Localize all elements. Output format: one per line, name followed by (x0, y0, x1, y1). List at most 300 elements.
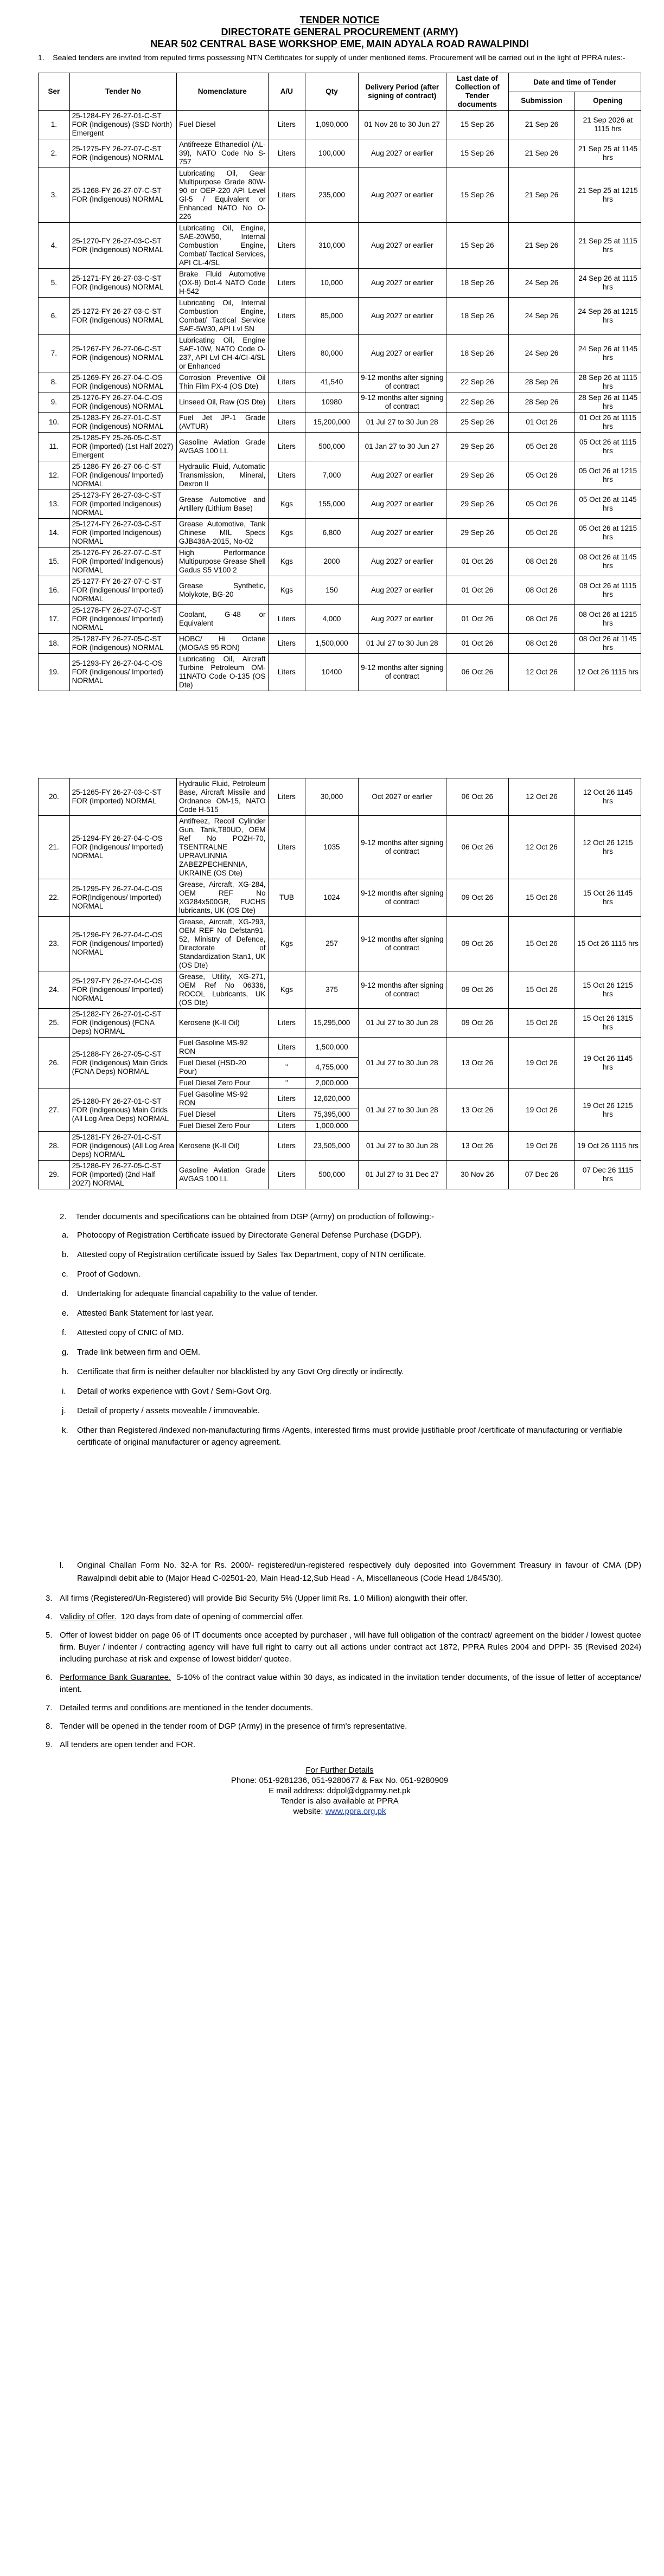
note-marker: 9. (46, 1740, 53, 1749)
table-row (39, 413, 641, 433)
delivery-cell: 9-12 months after signing of contract (358, 917, 446, 971)
tender-no-cell: 25-1293-FY 26-27-04-C-OS FOR (Indigenous/ Imported) NORMAL (69, 654, 176, 691)
ser-cell: 27. (39, 1089, 70, 1132)
submission-cell: 24 Sep 26 (509, 298, 575, 335)
note-marker: 3. (46, 1594, 53, 1603)
table-row (39, 1161, 641, 1189)
au-cell: Kgs (268, 490, 305, 519)
au-cell: Kgs (268, 576, 305, 605)
opening-cell: 28 Sep 26 at 1115 hrs (574, 372, 641, 392)
tender-no-cell: 25-1270-FY 26-27-03-C-ST FOR (Indigenous) NORMAL (69, 223, 176, 269)
qty-cell: 150 (305, 576, 359, 605)
au-cell: " (268, 1058, 305, 1078)
submission-cell: 21 Sep 26 (509, 111, 575, 139)
opening-cell: 21 Sep 25 at 1145 hrs (574, 139, 641, 168)
last-date-cell: 09 Oct 26 (446, 1009, 508, 1038)
last-date-cell: 06 Oct 26 (446, 654, 508, 691)
ser-cell: 10. (39, 413, 70, 433)
note-text: Detailed terms and conditions are mentioned in the tender documents. (60, 1703, 313, 1712)
table-row (39, 168, 641, 223)
list-text: Certificate that firm is neither defaulter nor blacklisted by any Govt Org directly or indirectly. (77, 1367, 404, 1376)
last-date-cell: 29 Sep 26 (446, 519, 508, 548)
qty-cell: 310,000 (305, 223, 359, 269)
list-text: Undertaking for adequate financial capability to the value of tender. (77, 1289, 318, 1298)
opening-cell: 07 Dec 26 1115 hrs (574, 1161, 641, 1189)
au-cell: Liters (268, 139, 305, 168)
table-row (39, 548, 641, 576)
tender-no-cell: 25-1274-FY 26-27-03-C-ST FOR (Imported Indigenous) NORMAL (69, 519, 176, 548)
last-date-cell: 09 Oct 26 (446, 917, 508, 971)
ser-cell: 19. (39, 654, 70, 691)
tender-no-cell: 25-1276-FY 26-27-04-C-OS FOR (Indigenous) NORMAL (69, 392, 176, 413)
list-item (62, 1366, 641, 1378)
qty-cell: 85,000 (305, 298, 359, 335)
qty-cell: 41,540 (305, 372, 359, 392)
opening-cell: 08 Oct 26 at 1145 hrs (574, 548, 641, 576)
list-item (62, 1347, 641, 1358)
qty-cell: 4,755,000 (305, 1058, 359, 1078)
note-text: Offer of lowest bidder on page 06 of IT documents once accepted by purchaser , will have full obligation of the contract/ agreement on the bidder / lowest quotee firm. Buyer / indenter / contracting agency will have full right to carry out all actions under contract act 1872, PPRA Rules 2004 and DPPI- 35 (Revised 2024) including purchase at risk and expense of lowest bidder/ quotee. (60, 1631, 641, 1664)
table-row (39, 223, 641, 269)
last-date-cell: 13 Oct 26 (446, 1038, 508, 1089)
list-text: Attested copy of Registration certificate issued by Sales Tax Department, copy of NTN certificate. (77, 1250, 426, 1259)
tender-no-cell: 25-1275-FY 26-27-07-C-ST FOR (Indigenous) NORMAL (69, 139, 176, 168)
opening-cell: 24 Sep 26 at 1115 hrs (574, 269, 641, 298)
tender-no-cell: 25-1282-FY 26-27-01-C-ST FOR (Indigenous) (FCNA Deps) NORMAL (69, 1009, 176, 1038)
ser-cell: 20. (39, 778, 70, 816)
ser-cell: 26. (39, 1038, 70, 1089)
list-marker: c. (62, 1270, 68, 1279)
tender-no-cell: 25-1273-FY 26-27-03-C-ST FOR (Imported Indigenous) NORMAL (69, 490, 176, 519)
last-date-cell: 06 Oct 26 (446, 816, 508, 879)
table-row (39, 576, 641, 605)
list-text: Photocopy of Registration Certificate issued by Directorate General Defense Purchase (DGDP). (77, 1231, 422, 1240)
note-text: 5-10% of the contract value within 30 days, as indicated in the invitation tender documents, of the issue of letter of acceptance/ intent. (60, 1673, 641, 1694)
submission-cell: 15 Oct 26 (509, 971, 575, 1009)
col-tender-no: Tender No (69, 73, 176, 111)
last-date-cell: 01 Oct 26 (446, 576, 508, 605)
au-cell: Liters (268, 372, 305, 392)
tender-table-part1 (38, 73, 641, 691)
address-line: NEAR 502 CENTRAL BASE WORKSHOP EME, MAIN ADYALA ROAD RAWALPINDI (150, 38, 529, 49)
opening-cell: 08 Oct 26 at 1115 hrs (574, 576, 641, 605)
list-item (62, 1249, 641, 1261)
tender-no-cell: 25-1285-FY 25-26-05-C-ST FOR (Imported) (1st Half 2027) Emergent (69, 433, 176, 461)
last-date-cell: 15 Sep 26 (446, 168, 508, 223)
col-ser: Ser (39, 73, 70, 111)
nomenclature-cell: HOBC/ Hi Octane (MOGAS 95 RON) (177, 634, 269, 654)
delivery-cell: 01 Jul 27 to 30 Jun 28 (358, 1132, 446, 1161)
table-row (39, 634, 641, 654)
ser-cell: 28. (39, 1132, 70, 1161)
tender-no-cell: 25-1283-FY 26-27-01-C-ST FOR (Indigenous) NORMAL (69, 413, 176, 433)
last-date-cell: 06 Oct 26 (446, 778, 508, 816)
table-row (39, 778, 641, 816)
opening-cell: 24 Sep 26 at 1215 hrs (574, 298, 641, 335)
note-text: Tender will be opened in the tender room of DGP (Army) in the presence of firm's representative. (60, 1722, 407, 1731)
tender-no-cell: 25-1272-FY 26-27-03-C-ST FOR (Indigenous) NORMAL (69, 298, 176, 335)
qty-cell: 1,500,000 (305, 634, 359, 654)
list-marker: d. (62, 1289, 69, 1298)
nomenclature-cell: Kerosene (K-II Oil) (177, 1009, 269, 1038)
ser-cell: 6. (39, 298, 70, 335)
ser-cell: 7. (39, 335, 70, 372)
au-cell: Liters (268, 223, 305, 269)
delivery-cell: 01 Jul 27 to 30 Jun 28 (358, 413, 446, 433)
au-cell: Liters (268, 335, 305, 372)
ser-cell: 2. (39, 139, 70, 168)
intro-paragraph: 1. Sealed tenders are invited from reputed firms possessing NTN Certificates for supply of under mentioned items. Procurement will be carried out in the light of PPRA rules:- (38, 53, 625, 62)
opening-cell: 12 Oct 26 1215 hrs (574, 816, 641, 879)
submission-cell: 21 Sep 26 (509, 223, 575, 269)
nomenclature-cell: Brake Fluid Automotive (OX-8) Dot-4 NATO Code H-542 (177, 269, 269, 298)
list-marker: g. (62, 1348, 69, 1357)
au-cell: Liters (268, 1120, 305, 1132)
qty-cell: 1035 (305, 816, 359, 879)
submission-cell: 12 Oct 26 (509, 816, 575, 879)
au-cell: Liters (268, 168, 305, 223)
footer-title: For Further Details (305, 1766, 374, 1775)
tender-table-part2 (38, 778, 641, 1189)
submission-cell: 15 Oct 26 (509, 917, 575, 971)
opening-cell: 01 Oct 26 at 1115 hrs (574, 413, 641, 433)
submission-cell: 28 Sep 26 (509, 372, 575, 392)
col-au: A/U (268, 73, 305, 111)
delivery-cell: 01 Nov 26 to 30 Jun 27 (358, 111, 446, 139)
delivery-cell: 9-12 months after signing of contract (358, 392, 446, 413)
opening-cell: 19 Oct 26 1145 hrs (574, 1038, 641, 1089)
delivery-cell: 9-12 months after signing of contract (358, 372, 446, 392)
document-requirements-list (38, 1229, 641, 1448)
qty-cell: 4,000 (305, 605, 359, 634)
last-date-cell: 09 Oct 26 (446, 971, 508, 1009)
delivery-cell: 9-12 months after signing of contract (358, 654, 446, 691)
table-row (39, 111, 641, 139)
note-item (38, 1630, 641, 1665)
au-cell: Liters (268, 461, 305, 490)
delivery-cell: Aug 2027 or earlier (358, 548, 446, 576)
list-item (62, 1405, 641, 1417)
qty-cell: 30,000 (305, 778, 359, 816)
tender-notice-page (38, 14, 641, 1817)
header-row (39, 73, 641, 92)
list-text: Attested Bank Statement for last year. (77, 1309, 214, 1318)
note-item (38, 1593, 641, 1605)
list-text: Trade link between firm and OEM. (77, 1348, 201, 1357)
opening-cell: 28 Sep 26 at 1145 hrs (574, 392, 641, 413)
website-link[interactable]: www.ppra.org.pk (325, 1807, 386, 1816)
list-marker: h. (62, 1367, 69, 1376)
au-cell: Liters (268, 298, 305, 335)
table-row (39, 605, 641, 634)
tender-no-cell: 25-1295-FY 26-27-04-C-OS FOR(Indigenous/ Imported) NORMAL (69, 879, 176, 917)
website-label: website: (293, 1807, 325, 1816)
qty-cell: 12,620,000 (305, 1089, 359, 1109)
list-item (62, 1268, 641, 1280)
ser-cell: 9. (39, 392, 70, 413)
tender-no-cell: 25-1280-FY 26-27-01-C-ST FOR (Indigenous) Main Grids (All Log Area Deps) NORMAL (69, 1089, 176, 1132)
ser-cell: 24. (39, 971, 70, 1009)
delivery-cell: 01 Jul 27 to 30 Jun 28 (358, 634, 446, 654)
nomenclature-cell: Lubricating Oil, Internal Combustion Engine, Combat/ Tactical Service SAE-5W30, API Lvl SN (177, 298, 269, 335)
submission-cell: 19 Oct 26 (509, 1038, 575, 1089)
submission-cell: 05 Oct 26 (509, 490, 575, 519)
list-marker: a. (62, 1231, 69, 1240)
qty-cell: 155,000 (305, 490, 359, 519)
delivery-cell: Aug 2027 or earlier (358, 223, 446, 269)
tender-no-cell: 25-1287-FY 26-27-05-C-ST FOR (Indigenous) NORMAL (69, 634, 176, 654)
au-cell: Liters (268, 1109, 305, 1120)
table-row (39, 917, 641, 971)
au-cell: " (268, 1078, 305, 1089)
submission-cell: 28 Sep 26 (509, 392, 575, 413)
last-date-cell: 09 Oct 26 (446, 879, 508, 917)
table-row (39, 654, 641, 691)
au-cell: Kgs (268, 548, 305, 576)
list-text: Attested copy of CNIC of MD. (77, 1328, 184, 1337)
note-marker: 7. (46, 1703, 53, 1712)
nomenclature-cell: Lubricating Oil, Gear Multipurpose Grade 80W-90 or OEP-220 API Level Gl-5 / Equivalent or Enhanced NATO No O-226 (177, 168, 269, 223)
au-cell: TUB (268, 879, 305, 917)
item-l-marker: l. (60, 1561, 64, 1570)
ser-cell: 18. (39, 634, 70, 654)
delivery-cell: Aug 2027 or earlier (358, 490, 446, 519)
opening-cell: 08 Oct 26 at 1145 hrs (574, 634, 641, 654)
qty-cell: 100,000 (305, 139, 359, 168)
qty-cell: 257 (305, 917, 359, 971)
table-row (39, 879, 641, 917)
delivery-cell: Aug 2027 or earlier (358, 605, 446, 634)
delivery-cell: Aug 2027 or earlier (358, 519, 446, 548)
notice-header (38, 14, 641, 50)
last-date-cell: 29 Sep 26 (446, 461, 508, 490)
last-date-cell: 01 Oct 26 (446, 548, 508, 576)
qty-cell: 80,000 (305, 335, 359, 372)
au-cell: Liters (268, 111, 305, 139)
nomenclature-cell: Antifreez, Recoil Cylinder Gun, Tank,T80UD, OEM Ref No POZH-70, TSENTRALNE UPRAVLINNIA ZABEZPECHENNIA, UKRAINE (OS Dte) (177, 816, 269, 879)
tender-no-cell: 25-1276-FY 26-27-07-C-ST FOR (Imported/ Indigenous) NORMAL (69, 548, 176, 576)
qty-cell: 15,200,000 (305, 413, 359, 433)
submission-cell: 15 Oct 26 (509, 879, 575, 917)
note-item (38, 1702, 641, 1714)
opening-cell: 12 Oct 26 1115 hrs (574, 654, 641, 691)
table-row (39, 971, 641, 1009)
tender-no-cell: 25-1278-FY 26-27-07-C-ST FOR (Indigenous/ Imported) NORMAL (69, 605, 176, 634)
ser-cell: 16. (39, 576, 70, 605)
delivery-cell: Aug 2027 or earlier (358, 335, 446, 372)
opening-cell: 08 Oct 26 at 1215 hrs (574, 605, 641, 634)
au-cell: Liters (268, 433, 305, 461)
au-cell: Liters (268, 654, 305, 691)
qty-cell: 500,000 (305, 1161, 359, 1189)
page-break-space (38, 691, 641, 778)
last-date-cell: 22 Sep 26 (446, 372, 508, 392)
tender-no-cell: 25-1269-FY 26-27-04-C-OS FOR (Indigenous) NORMAL (69, 372, 176, 392)
nomenclature-cell: Fuel Diesel (177, 1109, 269, 1120)
tender-no-cell: 25-1267-FY 26-27-06-C-ST FOR (Indigenous) NORMAL (69, 335, 176, 372)
nomenclature-cell: Grease, Aircraft, XG-284, OEM REF No XG284x500GR, FUCHS lubricants, UK (OS Dte) (177, 879, 269, 917)
footer-website-line (38, 1806, 641, 1817)
list-text: Detail of works experience with Govt / Semi-Govt Org. (77, 1387, 272, 1396)
ser-cell: 17. (39, 605, 70, 634)
list-item (62, 1386, 641, 1398)
opening-cell: 19 Oct 26 1215 hrs (574, 1089, 641, 1132)
table-row (39, 519, 641, 548)
last-date-cell: 13 Oct 26 (446, 1089, 508, 1132)
last-date-cell: 29 Sep 26 (446, 490, 508, 519)
list-item (62, 1229, 641, 1241)
note-item (38, 1721, 641, 1733)
note-lead: Validity of Offer. (60, 1612, 117, 1621)
tender-no-cell: 25-1277-FY 26-27-07-C-ST FOR (Indigenous/ Imported) NORMAL (69, 576, 176, 605)
nomenclature-cell: Grease, Utility, XG-271, OEM Ref No 06336, ROCOL Lubricants, UK (OS Dte) (177, 971, 269, 1009)
delivery-cell: Aug 2027 or earlier (358, 461, 446, 490)
nomenclature-cell: High Performance Multipurpose Grease Shell Gadus S5 V100 2 (177, 548, 269, 576)
page-break-space-2 (38, 1456, 641, 1559)
nomenclature-cell: Gasoline Aviation Grade AVGAS 100 LL (177, 433, 269, 461)
ser-cell: 22. (39, 879, 70, 917)
tender-no-cell: 25-1286-FY 26-27-06-C-ST FOR (Indigenous/ Imported) NORMAL (69, 461, 176, 490)
table-row (39, 372, 641, 392)
ser-cell: 25. (39, 1009, 70, 1038)
qty-cell: 235,000 (305, 168, 359, 223)
submission-cell: 01 Oct 26 (509, 413, 575, 433)
note-item (38, 1739, 641, 1751)
qty-cell: 23,505,000 (305, 1132, 359, 1161)
table-row (39, 1132, 641, 1161)
note-item (38, 1611, 641, 1623)
opening-cell: 24 Sep 26 at 1145 hrs (574, 335, 641, 372)
footer-ppra: Tender is also available at PPRA (280, 1796, 399, 1806)
delivery-cell: 01 Jan 27 to 30 Jun 27 (358, 433, 446, 461)
tender-no-cell: 25-1265-FY 26-27-03-C-ST FOR (Imported) NORMAL (69, 778, 176, 816)
delivery-cell: 9-12 months after signing of contract (358, 971, 446, 1009)
note-text: 120 days from date of opening of commercial offer. (116, 1612, 304, 1621)
table-row (39, 1038, 641, 1058)
qty-cell: 1024 (305, 879, 359, 917)
delivery-cell: 01 Jul 27 to 31 Dec 27 (358, 1161, 446, 1189)
submission-cell: 05 Oct 26 (509, 461, 575, 490)
opening-cell: 15 Oct 26 1145 hrs (574, 879, 641, 917)
table-row (39, 1089, 641, 1109)
au-cell: Liters (268, 1038, 305, 1058)
ser-cell: 11. (39, 433, 70, 461)
nomenclature-cell: Lubricating Oil, Engine, SAE-20W50, Internal Combustion Engine, Combat/ Tactical Services, API CL-4/SL (177, 223, 269, 269)
nomenclature-cell: Fuel Diesel Zero Pour (177, 1078, 269, 1089)
delivery-cell: Oct 2027 or earlier (358, 778, 446, 816)
delivery-cell: 01 Jul 27 to 30 Jun 28 (358, 1089, 446, 1132)
opening-cell: 15 Oct 26 1315 hrs (574, 1009, 641, 1038)
qty-cell: 10400 (305, 654, 359, 691)
qty-cell: 10,000 (305, 269, 359, 298)
delivery-cell: 01 Jul 27 to 30 Jun 28 (358, 1009, 446, 1038)
last-date-cell: 13 Oct 26 (446, 1132, 508, 1161)
delivery-cell: 9-12 months after signing of contract (358, 879, 446, 917)
qty-cell: 75,395,000 (305, 1109, 359, 1120)
submission-cell: 08 Oct 26 (509, 576, 575, 605)
au-cell: Liters (268, 413, 305, 433)
au-cell: Liters (268, 392, 305, 413)
ser-cell: 21. (39, 816, 70, 879)
qty-cell: 7,000 (305, 461, 359, 490)
para-2-intro: 2. Tender documents and specifications can be obtained from DGP (Army) on production of following:- (60, 1212, 435, 1221)
au-cell: Liters (268, 1009, 305, 1038)
qty-cell: 2,000,000 (305, 1078, 359, 1089)
nomenclature-cell: Fuel Gasoline MS-92 RON (177, 1038, 269, 1058)
footer-contact (38, 1765, 641, 1817)
au-cell: Liters (268, 1161, 305, 1189)
table-row (39, 1009, 641, 1038)
last-date-cell: 29 Sep 26 (446, 433, 508, 461)
delivery-cell: Aug 2027 or earlier (358, 139, 446, 168)
opening-cell: 05 Oct 26 at 1215 hrs (574, 461, 641, 490)
tender-no-cell: 25-1286-FY 26-27-05-C-ST FOR (Imported) (2nd Half 2027) NORMAL (69, 1161, 176, 1189)
delivery-cell: 01 Jul 27 to 30 Jun 28 (358, 1038, 446, 1089)
nomenclature-cell: Hydraulic Fluid, Petroleum Base, Aircraft Missile and Ordnance OM-15, NATO Code H-515 (177, 778, 269, 816)
note-item (38, 1672, 641, 1696)
nomenclature-cell: Lubricating Oil, Aircraft Turbine Petroleum OM-11NATO Code O-135 (OS Dte) (177, 654, 269, 691)
table-row (39, 335, 641, 372)
item-l-text: Original Challan Form No. 32-A for Rs. 2000/- registered/un-registered respectively duly deposited into Government Treasury in favour of CMA (DP) Rawalpindi debit able to (Major Head C-02501-20, Main Head-12,Sub Head - A, Miscellaneous (Code Head 1/845/30). (77, 1561, 641, 1583)
opening-cell: 19 Oct 26 1115 hrs (574, 1132, 641, 1161)
list-marker: b. (62, 1250, 69, 1259)
qty-cell: 1,000,000 (305, 1120, 359, 1132)
list-item (62, 1288, 641, 1300)
list-item (62, 1327, 641, 1339)
qty-cell: 2000 (305, 548, 359, 576)
opening-cell: 21 Sep 2026 at 1115 hrs (574, 111, 641, 139)
au-cell: Liters (268, 605, 305, 634)
ser-cell: 1. (39, 111, 70, 139)
nomenclature-cell: Gasoline Aviation Grade AVGAS 100 LL (177, 1161, 269, 1189)
submission-cell: 15 Oct 26 (509, 1009, 575, 1038)
ser-cell: 15. (39, 548, 70, 576)
tender-no-cell: 25-1281-FY 26-27-01-C-ST FOR (Indigenous) (All Log Area Deps) NORMAL (69, 1132, 176, 1161)
au-cell: Liters (268, 778, 305, 816)
notice-title: TENDER NOTICE (299, 15, 380, 25)
last-date-cell: 15 Sep 26 (446, 139, 508, 168)
list-text: Proof of Godown. (77, 1270, 141, 1279)
list-marker: f. (62, 1328, 67, 1337)
submission-cell: 19 Oct 26 (509, 1132, 575, 1161)
nomenclature-cell: Grease Synthetic, Molykote, BG-20 (177, 576, 269, 605)
list-item (62, 1308, 641, 1319)
opening-cell: 05 Oct 26 at 1215 hrs (574, 519, 641, 548)
au-cell: Kgs (268, 917, 305, 971)
delivery-cell: 9-12 months after signing of contract (358, 816, 446, 879)
note-lead: Performance Bank Guarantee. (60, 1673, 171, 1682)
delivery-cell: Aug 2027 or earlier (358, 269, 446, 298)
ser-cell: 23. (39, 917, 70, 971)
tender-no-cell: 25-1297-FY 26-27-04-C-OS FOR (Indigenous/ Imported) NORMAL (69, 971, 176, 1009)
last-date-cell: 15 Sep 26 (446, 223, 508, 269)
nomenclature-cell: Fuel Jet JP-1 Grade (AVTUR) (177, 413, 269, 433)
opening-cell: 12 Oct 26 1145 hrs (574, 778, 641, 816)
nomenclature-cell: Fuel Diesel Zero Pour (177, 1120, 269, 1132)
tender-no-cell: 25-1284-FY 26-27-01-C-ST FOR (Indigenous) (SSD North) Emergent (69, 111, 176, 139)
opening-cell: 05 Oct 26 at 1115 hrs (574, 433, 641, 461)
note-marker: 5. (46, 1631, 53, 1640)
col-delivery: Delivery Period (after signing of contract) (358, 73, 446, 111)
list-marker: k. (62, 1426, 68, 1435)
qty-cell: 1,500,000 (305, 1038, 359, 1058)
tender-no-cell: 25-1268-FY 26-27-07-C-ST FOR (Indigenous) NORMAL (69, 168, 176, 223)
table-row (39, 461, 641, 490)
note-text: All firms (Registered/Un-Registered) will provide Bid Security 5% (Upper limit Rs. 1.0 Million) alongwith their offer. (60, 1594, 468, 1603)
note-marker: 6. (46, 1673, 53, 1682)
col-opening: Opening (574, 92, 641, 111)
submission-cell: 05 Oct 26 (509, 519, 575, 548)
